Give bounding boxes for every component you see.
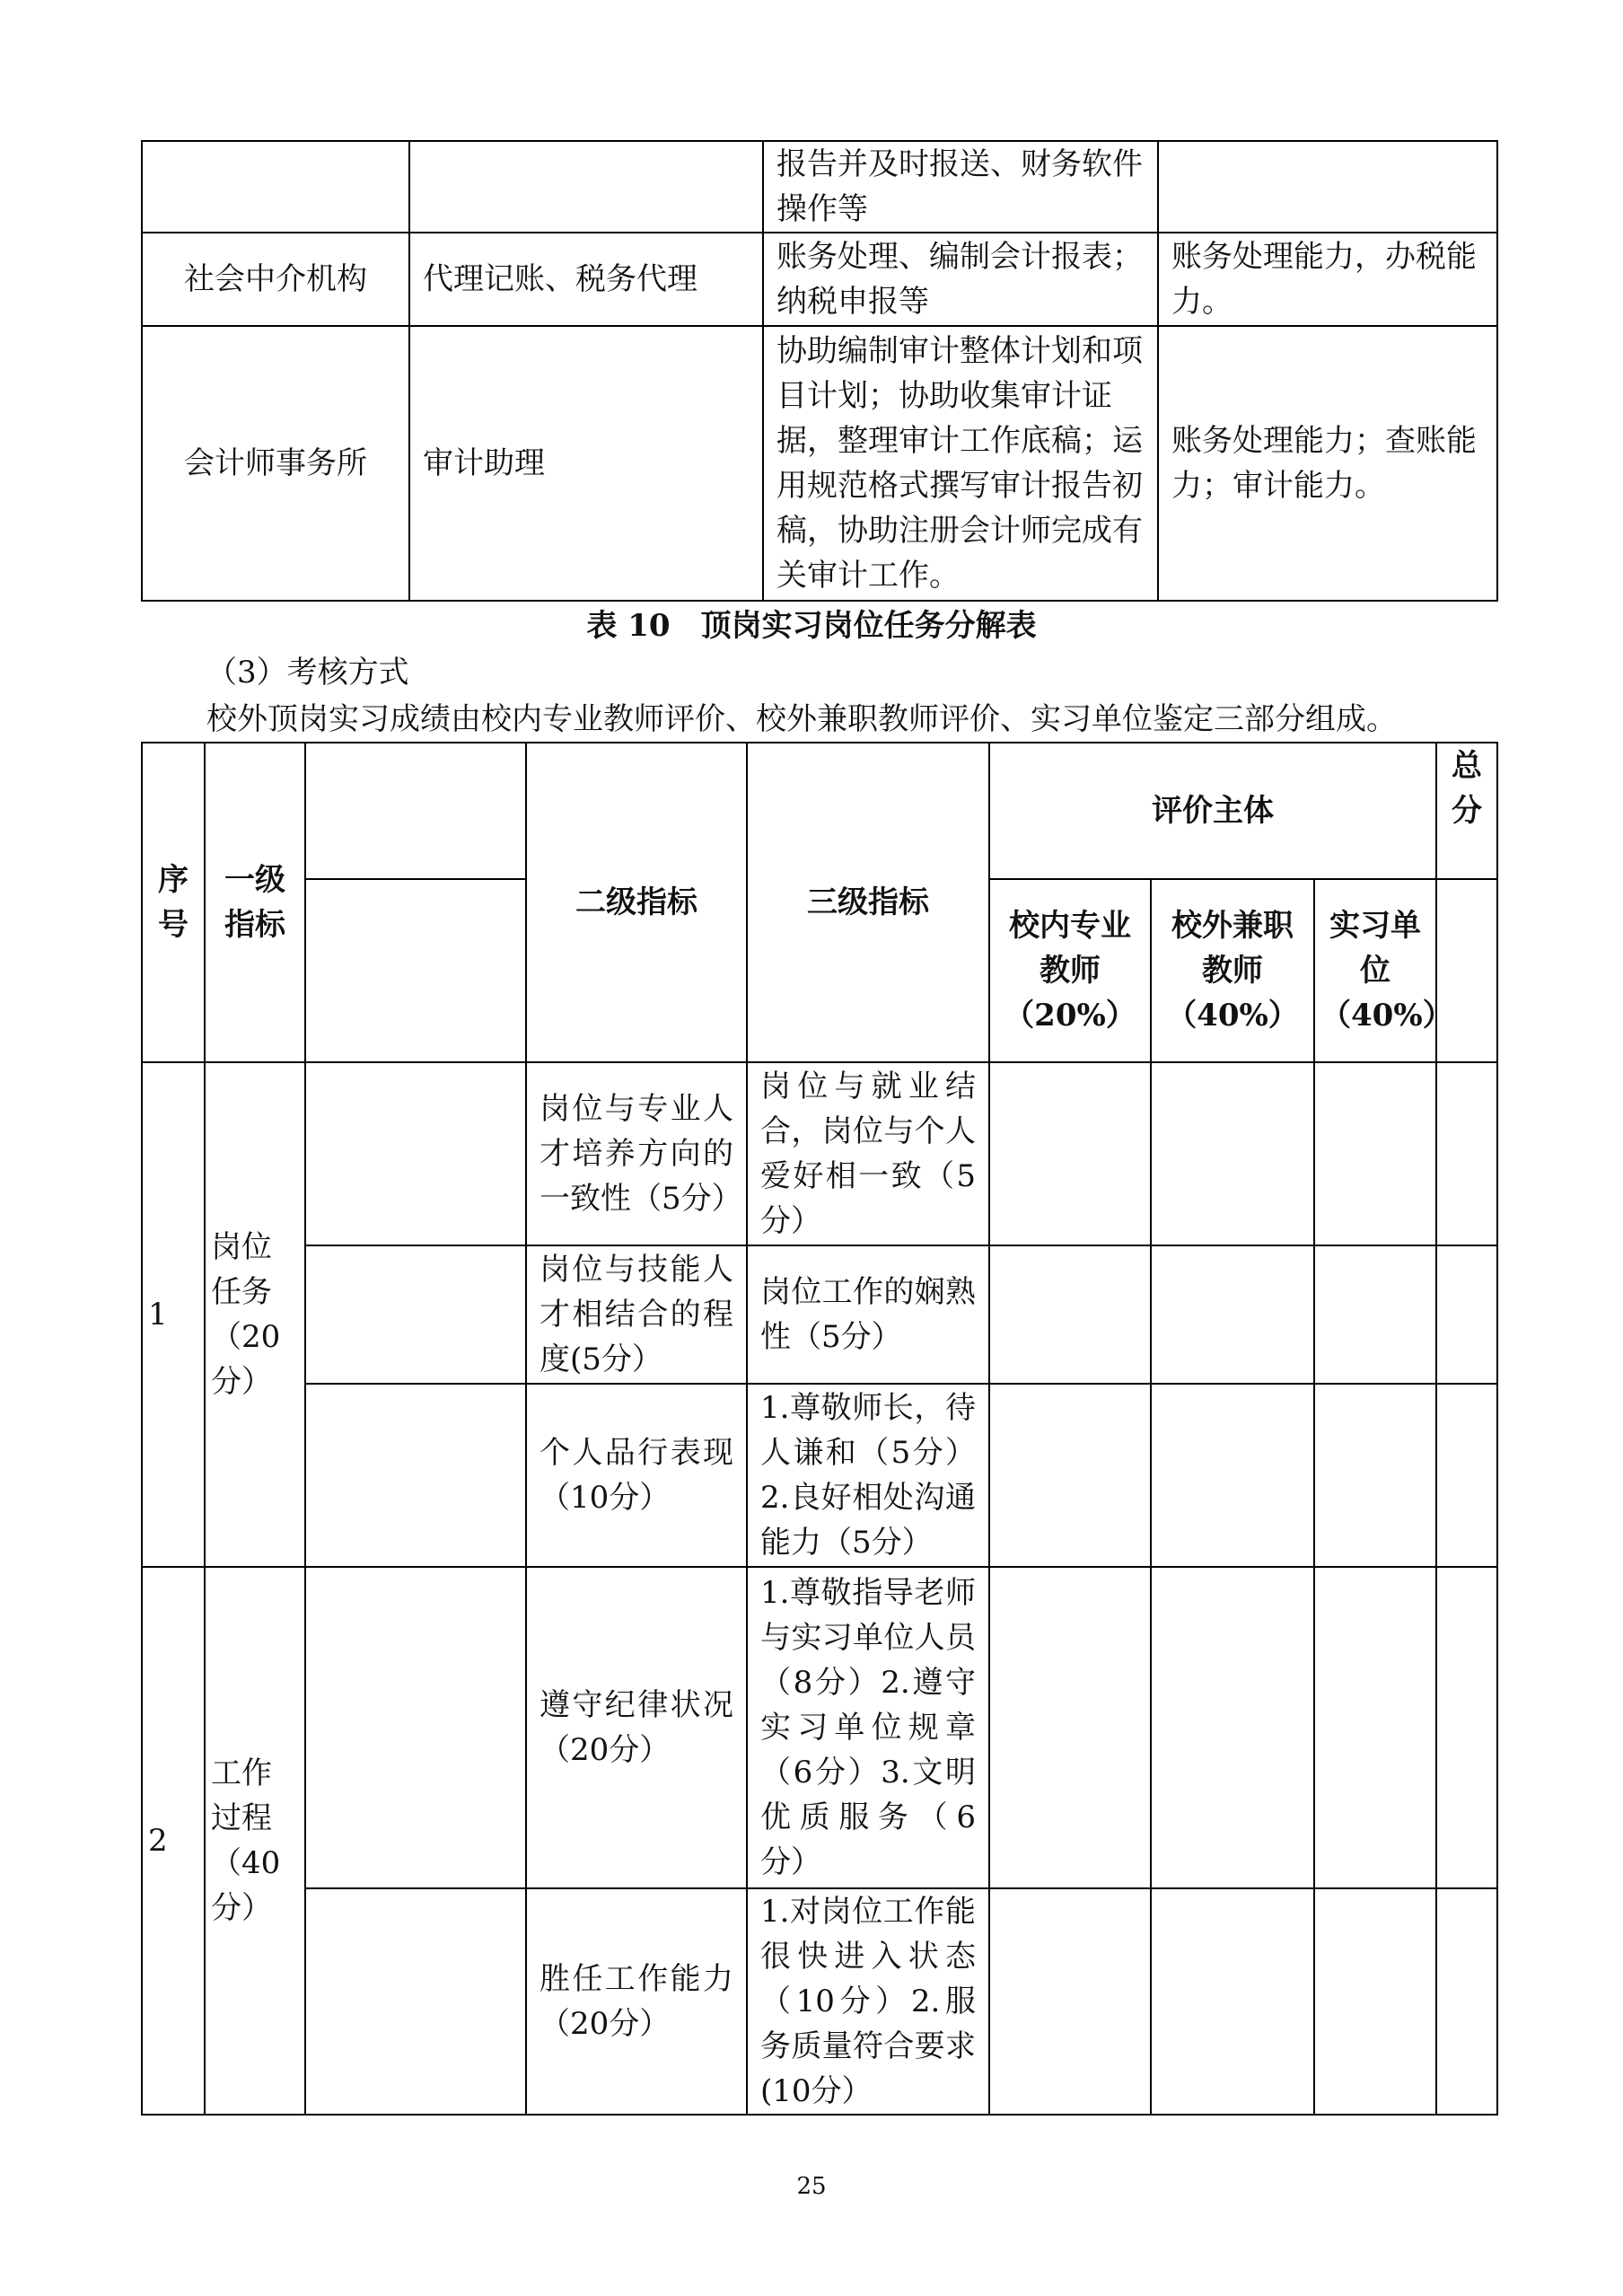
header-blank (305, 743, 526, 879)
table-row (142, 326, 1497, 601)
table-caption: 表 10 顶岗实习岗位任务分解表 (586, 608, 1037, 644)
table-row (142, 1245, 1497, 1384)
seq-cell: 1 (142, 1062, 205, 1567)
table-row (142, 1384, 1497, 1567)
header-level2: 二级指标 (526, 743, 747, 1062)
score-cell (1151, 1384, 1314, 1567)
score-cell (1314, 1567, 1436, 1888)
header-school: 校内专业教师（20%） (989, 879, 1151, 1062)
blank-cell (305, 1567, 526, 1888)
header-level1: 一级指标 (205, 743, 305, 1062)
evaluation-table (141, 742, 1498, 2116)
level3-cell: 岗位与就业结合，岗位与个人爱好相一致（5分） (747, 1062, 989, 1245)
score-cell (1314, 1062, 1436, 1245)
seq-cell: 2 (142, 1567, 205, 2115)
score-cell (1151, 1062, 1314, 1245)
blank-cell (305, 1062, 526, 1245)
header-total: 总分 (1436, 743, 1497, 879)
score-cell (1151, 1888, 1314, 2115)
post-task-table (141, 140, 1498, 602)
table-row (142, 141, 1497, 233)
page-number: 25 (796, 2173, 827, 2200)
score-cell (1436, 1384, 1497, 1567)
post-cell (409, 141, 763, 233)
blank-cell (305, 1888, 526, 2115)
section-heading: （3）考核方式 (206, 655, 409, 691)
org-cell: 会计师事务所 (142, 326, 409, 601)
level3-cell: 1.对岗位工作能很快进入状态（10分）2.服务质量符合要求(10分） (747, 1888, 989, 2115)
tasks-cell: 协助编制审计整体计划和项目计划；协助收集审计证据，整理审计工作底稿；运用规范格式撰写审计报告初稿，协助注册会计师完成有关审计工作。 (763, 326, 1158, 601)
header-external: 校外兼职教师（40%） (1151, 879, 1314, 1062)
header-blank (305, 879, 526, 1062)
level3-cell: 岗位工作的娴熟性（5分） (747, 1245, 989, 1384)
header-row (142, 743, 1497, 879)
score-cell (1436, 1245, 1497, 1384)
blank-cell (305, 1245, 526, 1384)
score-cell (989, 1062, 1151, 1245)
intro-paragraph: 校外顶岗实习成绩由校内专业教师评价、校外兼职教师评价、实习单位鉴定三部分组成。 (206, 701, 1397, 737)
score-cell (989, 1384, 1151, 1567)
header-level3: 三级指标 (747, 743, 989, 1062)
level2-cell: 胜任工作能力（20分） (526, 1888, 747, 2115)
header-seq: 序号 (142, 743, 205, 1062)
score-cell (1314, 1245, 1436, 1384)
score-cell (1436, 1567, 1497, 1888)
header-total-blank (1436, 879, 1497, 1062)
score-cell (1314, 1384, 1436, 1567)
score-cell (1151, 1245, 1314, 1384)
score-cell (1314, 1888, 1436, 2115)
table-row (142, 1567, 1497, 1888)
score-cell (1436, 1062, 1497, 1245)
score-cell (1151, 1567, 1314, 1888)
level1-cell: 工作过程（40分） (205, 1567, 305, 2115)
org-cell (142, 141, 409, 233)
level2-cell: 岗位与专业人才培养方向的一致性（5分） (526, 1062, 747, 1245)
score-cell (989, 1567, 1151, 1888)
post-cell: 审计助理 (409, 326, 763, 601)
tasks-cell: 账务处理、编制会计报表；纳税申报等 (763, 233, 1158, 326)
score-cell (989, 1888, 1151, 2115)
blank-cell (305, 1384, 526, 1567)
level2-cell: 遵守纪律状况（20分） (526, 1567, 747, 1888)
table-row (142, 1888, 1497, 2115)
header-unit: 实习单位（40%） (1314, 879, 1436, 1062)
score-cell (1436, 1888, 1497, 2115)
level2-cell: 岗位与技能人才相结合的程度(5分） (526, 1245, 747, 1384)
header-subject: 评价主体 (989, 743, 1436, 879)
post-cell: 代理记账、税务代理 (409, 233, 763, 326)
level2-cell: 个人品行表现（10分） (526, 1384, 747, 1567)
level3-cell: 1.尊敬指导老师与实习单位人员（8分）2.遵守实习单位规章（6分）3.文明优质服务（6分） (747, 1567, 989, 1888)
org-cell: 社会中介机构 (142, 233, 409, 326)
table-row (142, 233, 1497, 326)
table-row (142, 1062, 1497, 1245)
ability-cell: 账务处理能力，办税能力。 (1158, 233, 1497, 326)
ability-cell: 账务处理能力；查账能力；审计能力。 (1158, 326, 1497, 601)
ability-cell (1158, 141, 1497, 233)
score-cell (989, 1245, 1151, 1384)
tasks-cell: 报告并及时报送、财务软件操作等 (763, 141, 1158, 233)
level1-cell: 岗位任务（20分） (205, 1062, 305, 1567)
level3-cell: 1.尊敬师长，待人谦和（5分）2.良好相处沟通能力（5分） (747, 1384, 989, 1567)
